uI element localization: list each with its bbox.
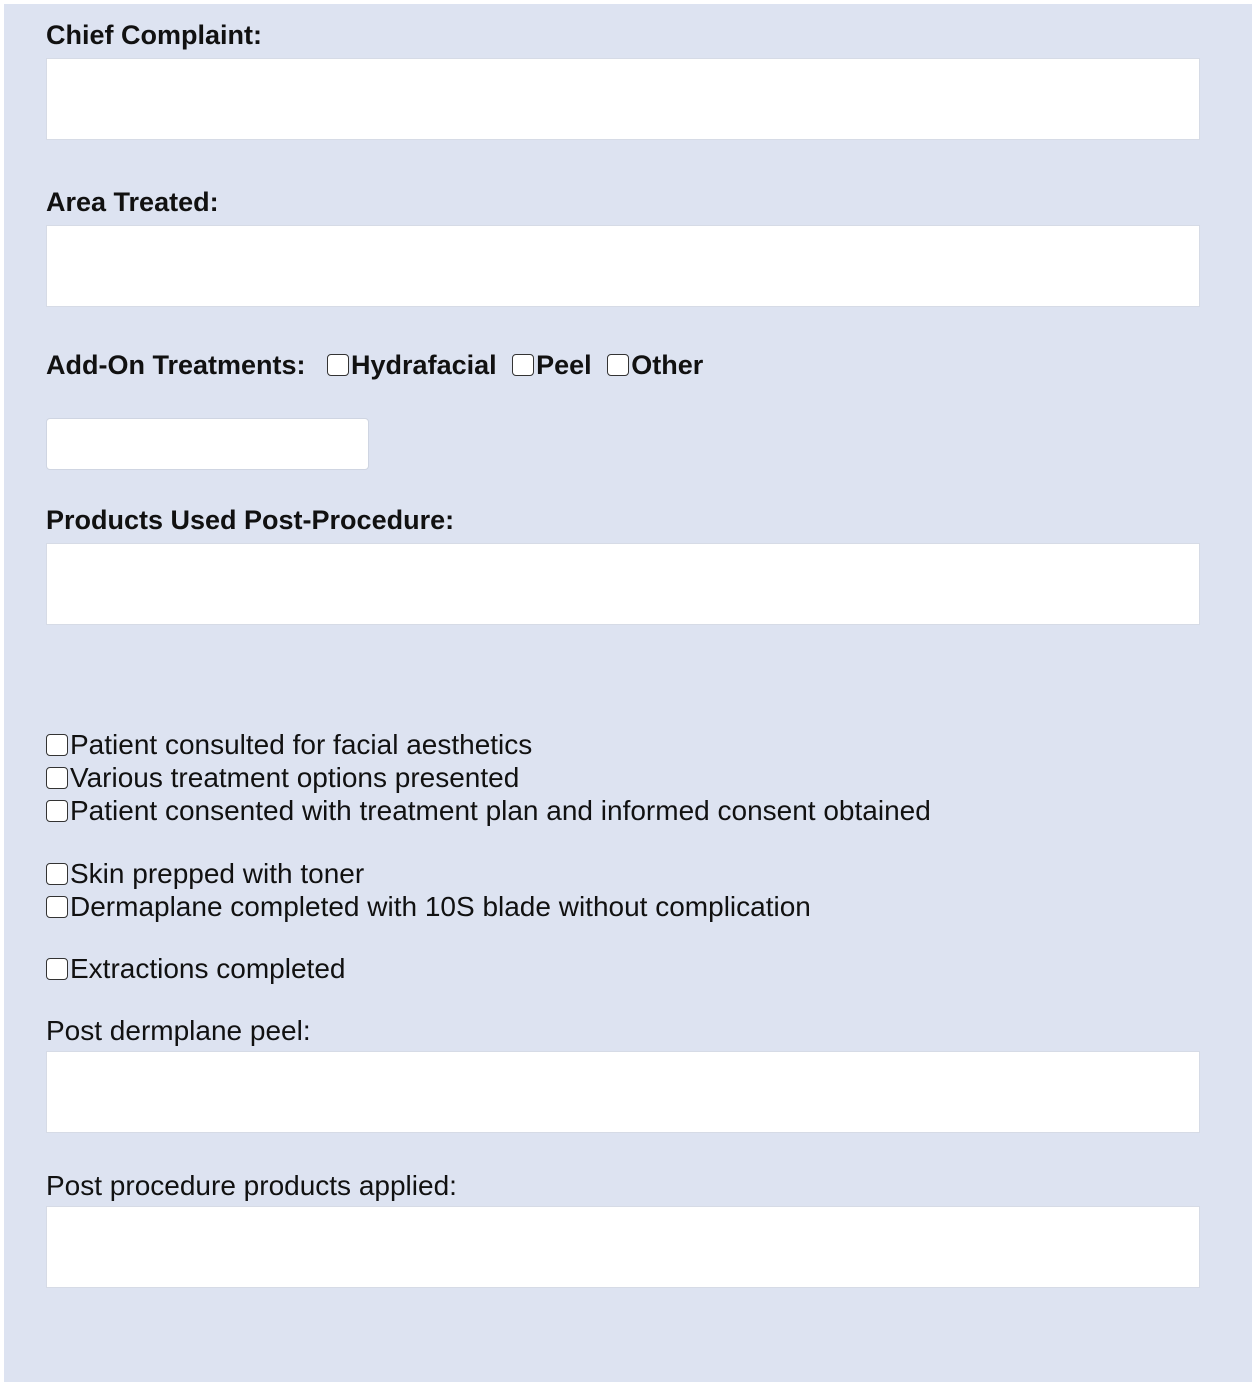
consent-obtained-label: Patient consented with treatment plan and informed consent obtained [70, 795, 931, 826]
other-label: Other [631, 350, 704, 380]
dermaplane-completed-checkbox[interactable] [46, 896, 68, 918]
chief-complaint-field[interactable] [46, 58, 1200, 140]
dermaplane-completed-label: Dermaplane completed with 10S blade without complication [70, 891, 811, 922]
checklist-item [46, 953, 345, 985]
area-treated-label: Area Treated: [46, 187, 219, 217]
post-products-label: Post procedure products applied: [46, 1170, 457, 1201]
peel-label: Peel [536, 350, 592, 380]
checklist-item [46, 729, 532, 761]
options-presented-checkbox[interactable] [46, 767, 68, 789]
extractions-completed-label: Extractions completed [70, 953, 346, 984]
post-products-field[interactable] [46, 1206, 1200, 1288]
consulted-label: Patient consulted for facial aesthetics [70, 729, 533, 760]
post-peel-label: Post dermplane peel: [46, 1015, 311, 1046]
post-peel-field[interactable] [46, 1051, 1200, 1133]
skin-prepped-label: Skin prepped with toner [70, 858, 365, 889]
checklist-item [46, 762, 519, 794]
consulted-checkbox[interactable] [46, 734, 68, 756]
add-on-treatments-label: Add-On Treatments: [46, 350, 306, 380]
hydrafacial-checkbox[interactable] [327, 354, 349, 376]
checklist-item [46, 795, 931, 827]
checklist-item [46, 858, 364, 890]
options-presented-label: Various treatment options presented [70, 762, 520, 793]
area-treated-field[interactable] [46, 225, 1200, 307]
chief-complaint-label: Chief Complaint: [46, 20, 262, 50]
peel-checkbox[interactable] [512, 354, 534, 376]
skin-prepped-checkbox[interactable] [46, 863, 68, 885]
products-used-field[interactable] [46, 543, 1200, 625]
checklist-item [46, 891, 811, 923]
hydrafacial-label: Hydrafacial [351, 350, 497, 380]
add-on-treatments-row [46, 350, 711, 381]
products-used-label: Products Used Post-Procedure: [46, 505, 455, 535]
extractions-completed-checkbox[interactable] [46, 958, 68, 980]
consent-obtained-checkbox[interactable] [46, 800, 68, 822]
panel-scroll-gutter [1222, 4, 1252, 1382]
add-on-other-field[interactable] [46, 418, 369, 470]
other-checkbox[interactable] [607, 354, 629, 376]
